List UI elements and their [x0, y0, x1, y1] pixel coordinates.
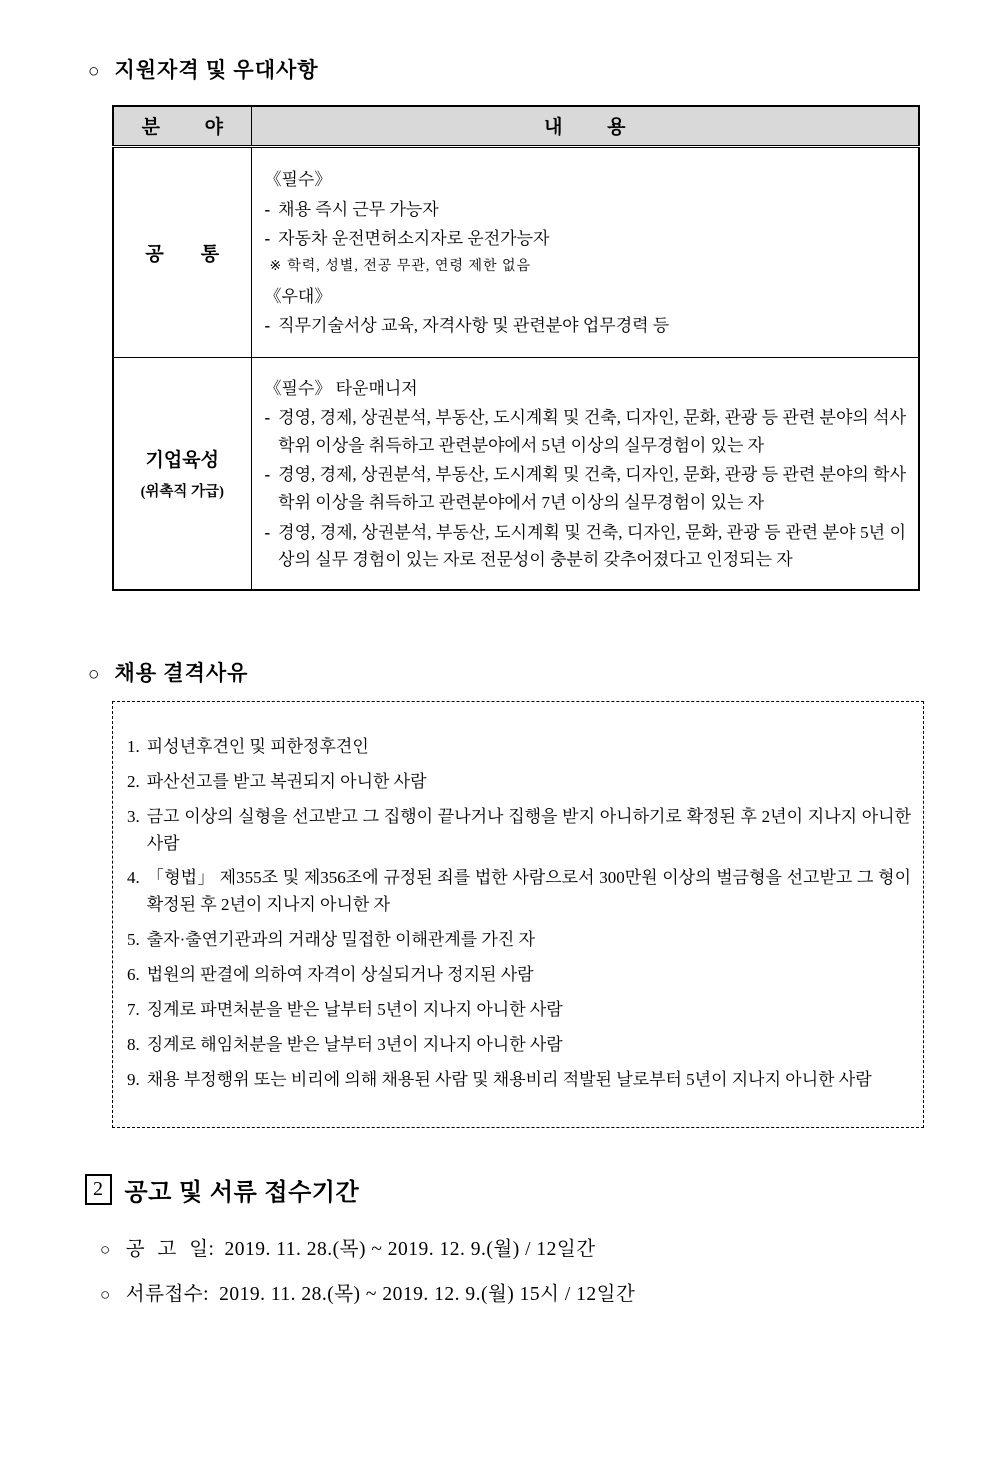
content-line — [265, 166, 907, 194]
line-text: 자동차 운전면허소지자로 운전가능자 — [278, 229, 550, 249]
qualifications-table — [112, 105, 920, 591]
table-row-common — [113, 146, 919, 357]
line-bullet: - — [264, 199, 271, 219]
content-line — [265, 519, 907, 574]
disqualification-box — [112, 701, 924, 1128]
item-number: 9. — [127, 1069, 140, 1089]
content-line — [265, 461, 907, 516]
content-lines-common — [265, 166, 907, 339]
item-text: 피성년후견인 및 피한정후견인 — [146, 737, 369, 756]
circle-bullet-icon: ○ — [88, 664, 101, 685]
field-cell-business — [113, 357, 251, 590]
circle-bullet-icon: ○ — [100, 1240, 111, 1260]
field-label: 공 통 — [145, 243, 220, 265]
schedule-title-text: 공고 및 서류 접수기간 — [124, 1179, 360, 1207]
content-line — [265, 404, 907, 459]
disqualification-item — [127, 927, 911, 954]
qualifications-table-body — [113, 146, 919, 590]
content-line — [270, 255, 907, 279]
disqualification-item — [127, 769, 911, 796]
disqualification-item — [127, 997, 911, 1024]
item-number: 8. — [127, 1034, 140, 1054]
item-number: 4. — [127, 868, 140, 888]
table-header-field: 분 야 — [113, 106, 251, 146]
item-text: 「형법」 제355조 및 제356조에 규정된 죄를 법한 사람으로서 300만원 이상의 벌금형을 선고받고 그 형이 확정된 후 2년이 지나지 아니한 자 — [146, 868, 911, 915]
qualifications-section-title — [88, 54, 992, 84]
disqualification-item — [127, 804, 911, 858]
disqualification-title-text: 채용 결격사유 — [114, 661, 249, 685]
line-text: 채용 즉시 근무 가능자 — [278, 199, 439, 219]
content-line — [265, 312, 907, 340]
line-text: 경영, 경제, 상권분석, 부동산, 도시계획 및 건축, 디자인, 문화, 관광 등 관련 분야의 학사학위 이상을 취득하고 관련분야에서 7년 이상의 실무경험이 있는 자 — [278, 465, 906, 513]
schedule-value: 2019. 11. 28.(목) ~ 2019. 12. 9.(월) 15시 / 12일간 — [219, 1284, 636, 1306]
item-text: 채용 부정행위 또는 비리에 의해 채용된 사람 및 채용비리 적발된 날로부터 5년이 지나지 아니한 사람 — [146, 1069, 872, 1089]
item-number: 2. — [127, 771, 140, 791]
content-line — [265, 375, 907, 403]
table-header-content: 내 용 — [251, 106, 919, 146]
line-text: 《필수》 — [264, 170, 332, 190]
disqualification-item — [127, 962, 911, 989]
item-number: 7. — [127, 999, 140, 1019]
field-label: 기업육성 — [145, 450, 219, 472]
content-line — [265, 196, 907, 224]
schedule-value: 2019. 11. 28.(목) ~ 2019. 12. 9.(월) / 12일간 — [224, 1239, 596, 1261]
schedule-section-title — [85, 1172, 992, 1207]
content-line — [265, 225, 907, 253]
field-cell-common — [113, 146, 251, 357]
circle-bullet-icon: ○ — [88, 61, 101, 82]
boxed-number-icon: 2 — [85, 1174, 112, 1205]
disqualification-item — [127, 734, 911, 761]
line-bullet: - — [264, 229, 271, 249]
qualifications-table-head — [113, 106, 919, 146]
line-bullet: - — [264, 465, 271, 485]
line-text: 학력, 성별, 전공 무관, 연령 제한 없음 — [287, 258, 532, 274]
document-page — [0, 54, 992, 1457]
circle-bullet-icon: ○ — [100, 1285, 111, 1305]
line-bullet: - — [264, 408, 271, 428]
item-text: 파산선고를 받고 복권되지 아니한 사람 — [146, 771, 427, 791]
schedule-line-application — [100, 1278, 992, 1306]
item-number: 6. — [127, 965, 140, 985]
item-text: 징계로 파면처분을 받은 날부터 5년이 지나지 아니한 사람 — [146, 999, 563, 1019]
schedule-line-announcement — [100, 1233, 992, 1261]
disqualification-item — [127, 1032, 911, 1059]
disqualification-item — [127, 1067, 911, 1094]
content-lines-business — [265, 375, 907, 574]
item-text: 금고 이상의 실형을 선고받고 그 집행이 끝나거나 집행을 받지 아니하기로 확정된 후 2년이 지나지 아니한 사람 — [146, 806, 911, 853]
disqualification-item — [127, 865, 911, 919]
content-line — [265, 283, 907, 311]
schedule-label: 서류접수: — [125, 1284, 210, 1306]
item-number: 3. — [127, 806, 140, 826]
item-text: 징계로 해임처분을 받은 날부터 3년이 지나지 아니한 사람 — [146, 1034, 563, 1054]
field-sublabel: (위촉직 가급) — [140, 484, 224, 501]
content-cell-common — [251, 146, 919, 357]
item-text: 출자·출연기관과의 거래상 밀접한 이해관계를 가진 자 — [146, 930, 535, 950]
qualifications-title-text: 지원자격 및 우대사항 — [114, 58, 319, 82]
line-bullet: - — [264, 316, 271, 336]
item-number: 5. — [127, 930, 140, 950]
line-bullet: - — [264, 522, 271, 542]
line-text: 《필수》 타운매니저 — [264, 378, 418, 398]
line-text: 《우대》 — [264, 286, 332, 306]
line-text: 경영, 경제, 상권분석, 부동산, 도시계획 및 건축, 디자인, 문화, 관광 등 관련 분야의 석사학위 이상을 취득하고 관련분야에서 5년 이상의 실무경험이 있는 자 — [278, 408, 906, 455]
line-bullet: ※ — [269, 258, 282, 274]
schedule-label: 공 고 일: — [125, 1239, 215, 1261]
item-text: 법원의 판결에 의하여 자격이 상실되거나 정지된 사람 — [146, 965, 534, 985]
disqualification-section-title — [88, 657, 992, 687]
table-header-row — [113, 106, 919, 146]
line-text: 경영, 경제, 상권분석, 부동산, 도시계획 및 건축, 디자인, 문화, 관광 등 관련 분야 5년 이상의 실무 경험이 있는 자로 전문성이 충분히 갖추어졌다고 인정되는 자 — [278, 522, 906, 570]
item-number: 1. — [127, 737, 140, 756]
content-cell-business — [251, 357, 919, 590]
table-row-business — [113, 357, 919, 590]
line-text: 직무기술서상 교육, 자격사항 및 관련분야 업무경력 등 — [278, 316, 670, 336]
